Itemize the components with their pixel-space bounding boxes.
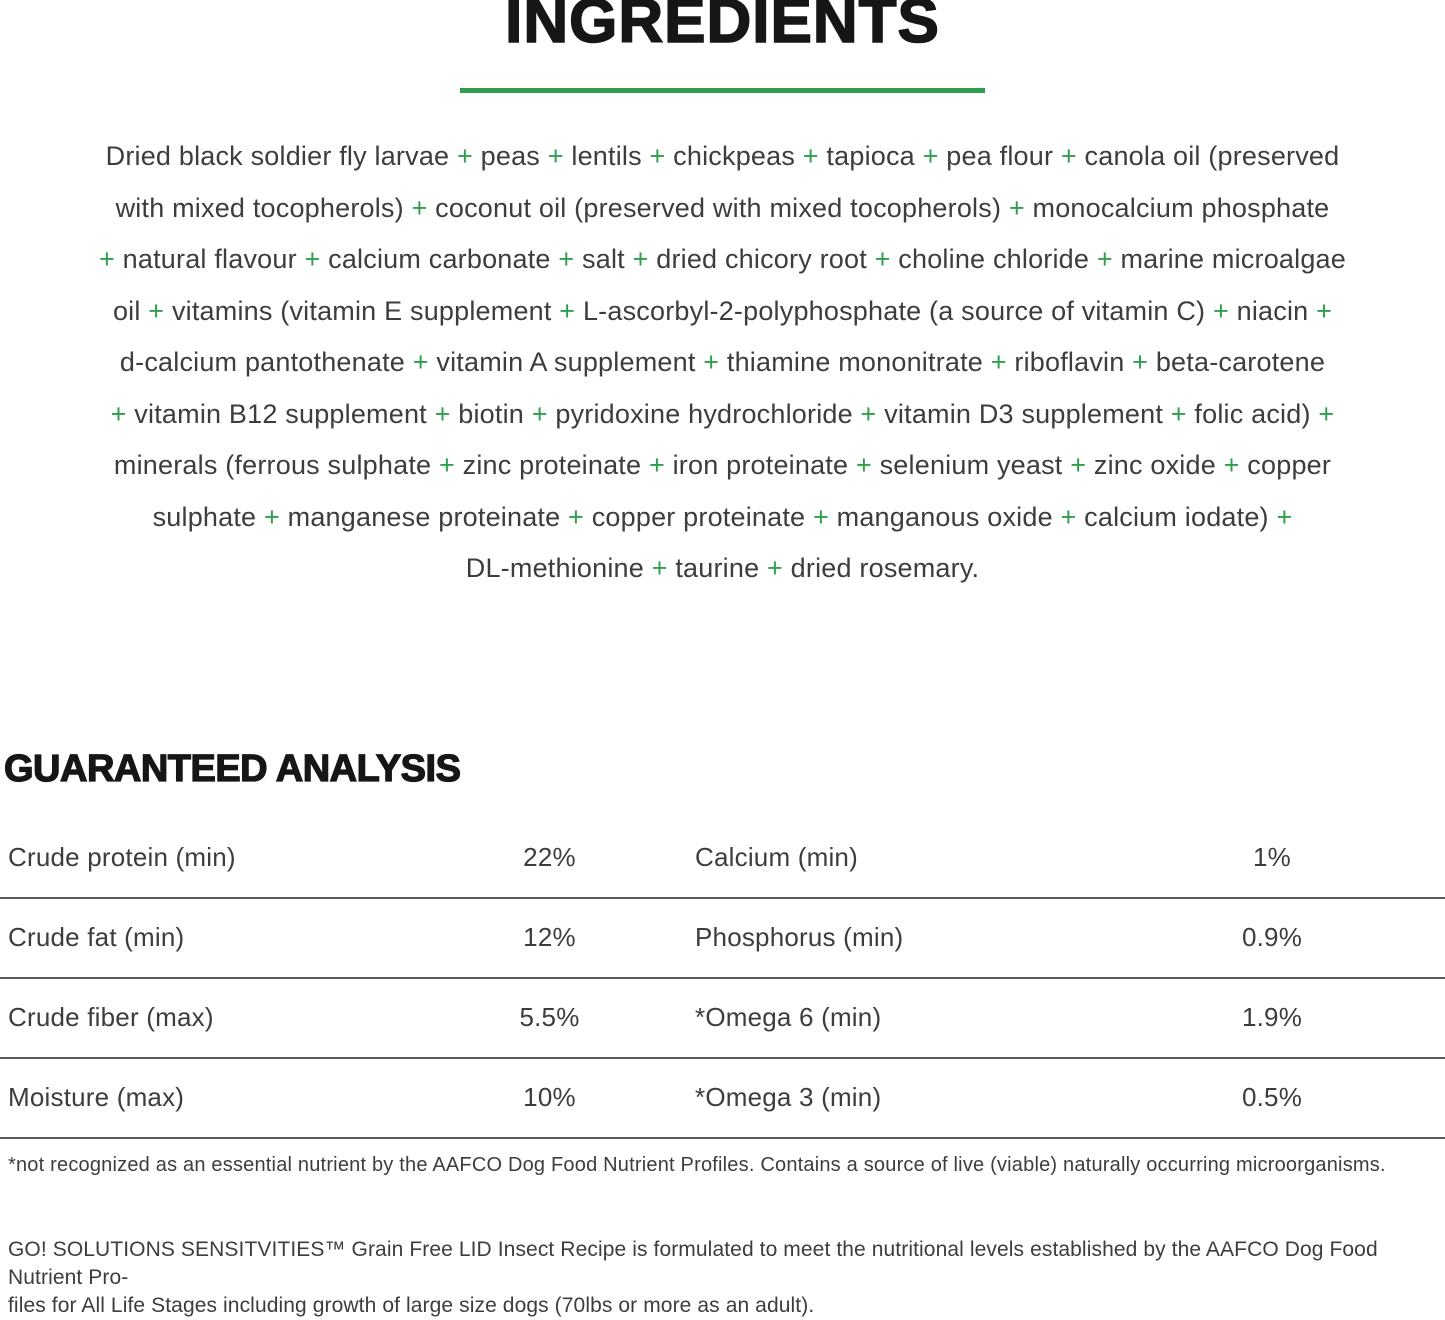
ingredients-line: + natural flavour + calcium carbonate + salt + dried chicory root + choline chloride + marine microalgae xyxy=(99,244,1346,274)
nutrient-label: *Omega 3 (min) xyxy=(695,1082,882,1112)
table-row xyxy=(0,819,1445,899)
nutrient-value: 0.9% xyxy=(1241,922,1303,952)
nutrient-value: 1% xyxy=(1253,842,1291,872)
plus-separator: + xyxy=(1096,244,1113,274)
nutrient-label: Moisture (max) xyxy=(8,1082,185,1112)
nutrient-label: Crude fiber (max) xyxy=(8,1002,214,1032)
ingredients-line: DL-methionine + taurine + dried rosemary. xyxy=(465,553,980,583)
plus-separator: + xyxy=(1132,347,1149,377)
plus-separator: + xyxy=(456,141,473,171)
plus-separator: + xyxy=(531,398,548,429)
nutrient-value: 10% xyxy=(523,1082,576,1112)
nutrient-value: 1.9% xyxy=(1241,1002,1303,1032)
plus-separator: + xyxy=(99,244,115,274)
plus-separator: + xyxy=(812,501,829,532)
ingredients-line: minerals (ferrous sulphate + zinc proteinate + iron proteinate + selenium yeast + zinc oxide + copper xyxy=(113,450,1332,480)
plus-separator: + xyxy=(1060,141,1077,171)
nutrient-label: *Omega 6 (min) xyxy=(695,1002,882,1032)
plus-separator: + xyxy=(1212,295,1229,326)
formulation-line: files for All Life Stages including growth of large size dogs (70lbs or more as an adult). xyxy=(8,1293,815,1317)
plus-separator: + xyxy=(990,347,1007,377)
nutrient-value: 0.5% xyxy=(1241,1082,1303,1112)
plus-separator: + xyxy=(263,501,280,532)
plus-separator: + xyxy=(1170,398,1187,429)
plus-separator: + xyxy=(855,450,872,480)
plus-separator: + xyxy=(110,398,127,429)
ingredients-line: Dried black soldier fly larvae + peas + lentils + chickpeas + tapioca + pea flour + canola oil (preserved xyxy=(105,141,1340,171)
green-divider xyxy=(460,88,985,93)
plus-separator: + xyxy=(648,450,665,480)
nutrient-value: 22% xyxy=(523,842,576,872)
nutrient-value: 12% xyxy=(523,922,576,952)
plus-separator: + xyxy=(1276,501,1293,532)
plus-separator: + xyxy=(651,553,668,583)
plus-separator: + xyxy=(703,347,720,377)
nutrient-value: 5.5% xyxy=(519,1002,580,1032)
plus-separator: + xyxy=(632,244,649,274)
plus-separator: + xyxy=(1223,450,1240,480)
plus-separator: + xyxy=(434,398,451,429)
nutrient-label: Crude protein (min) xyxy=(8,842,236,872)
plus-separator: + xyxy=(438,450,455,480)
plus-separator: + xyxy=(767,553,783,583)
plus-separator: + xyxy=(922,141,939,171)
plus-separator: + xyxy=(1070,450,1087,480)
guaranteed-analysis-table xyxy=(0,819,1445,1139)
ingredients-line: oil + vitamins (vitamin E supplement + L-ascorbyl-2-polyphosphate (a source of vitamin C) + niacin + xyxy=(112,295,1333,326)
plus-separator: + xyxy=(559,295,576,326)
plus-separator: + xyxy=(1316,295,1333,326)
ingredients-line: + vitamin B12 supplement + biotin + pyridoxine hydrochloride + vitamin D3 supplement + folic acid) + xyxy=(110,398,1335,429)
plus-separator: + xyxy=(568,501,585,532)
plus-separator: + xyxy=(411,192,428,223)
plus-separator: + xyxy=(802,141,819,171)
ingredients-line: with mixed tocopherols) + coconut oil (preserved with mixed tocopherols) + monocalcium phosphate xyxy=(115,192,1330,223)
formulation-statement xyxy=(0,1236,1445,1320)
formulation-line: GO! SOLUTIONS SENSITVITIES™ Grain Free LID Insect Recipe is formulated to meet the nutritional levels established by the AAFCO Dog Food Nutrient Pro- xyxy=(8,1237,1378,1289)
plus-separator: + xyxy=(1060,501,1077,532)
table-row xyxy=(0,1059,1445,1139)
plus-separator: + xyxy=(558,244,575,274)
aafco-footnote: *not recognized as an essential nutrient by the AAFCO Dog Food Nutrient Profiles. Contains a source of live (viable) naturally occurring microorganisms. xyxy=(8,1153,1386,1176)
plus-separator: + xyxy=(304,244,321,274)
plus-separator: + xyxy=(1008,192,1025,223)
ingredients-title: INGREDIENTS xyxy=(505,0,940,56)
plus-separator: + xyxy=(412,347,429,377)
plus-separator: + xyxy=(860,398,877,429)
plus-separator: + xyxy=(874,244,891,274)
plus-separator: + xyxy=(1318,398,1335,429)
plus-separator: + xyxy=(649,141,666,171)
ingredients-line: d-calcium pantothenate + vitamin A supplement + thiamine mononitrate + riboflavin + beta-carotene xyxy=(119,347,1326,377)
nutrient-label: Phosphorus (min) xyxy=(695,922,904,952)
ingredients-line: sulphate + manganese proteinate + copper proteinate + manganous oxide + calcium iodate) + xyxy=(152,501,1293,532)
plus-separator: + xyxy=(547,141,564,171)
nutrient-label: Calcium (min) xyxy=(695,842,858,872)
guaranteed-analysis-title: GUARANTEED ANALYSIS xyxy=(4,747,461,790)
table-row xyxy=(0,979,1445,1059)
nutrient-label: Crude fat (min) xyxy=(8,922,185,952)
plus-separator: + xyxy=(148,295,165,326)
ingredients-text xyxy=(0,131,1445,595)
table-row xyxy=(0,899,1445,979)
